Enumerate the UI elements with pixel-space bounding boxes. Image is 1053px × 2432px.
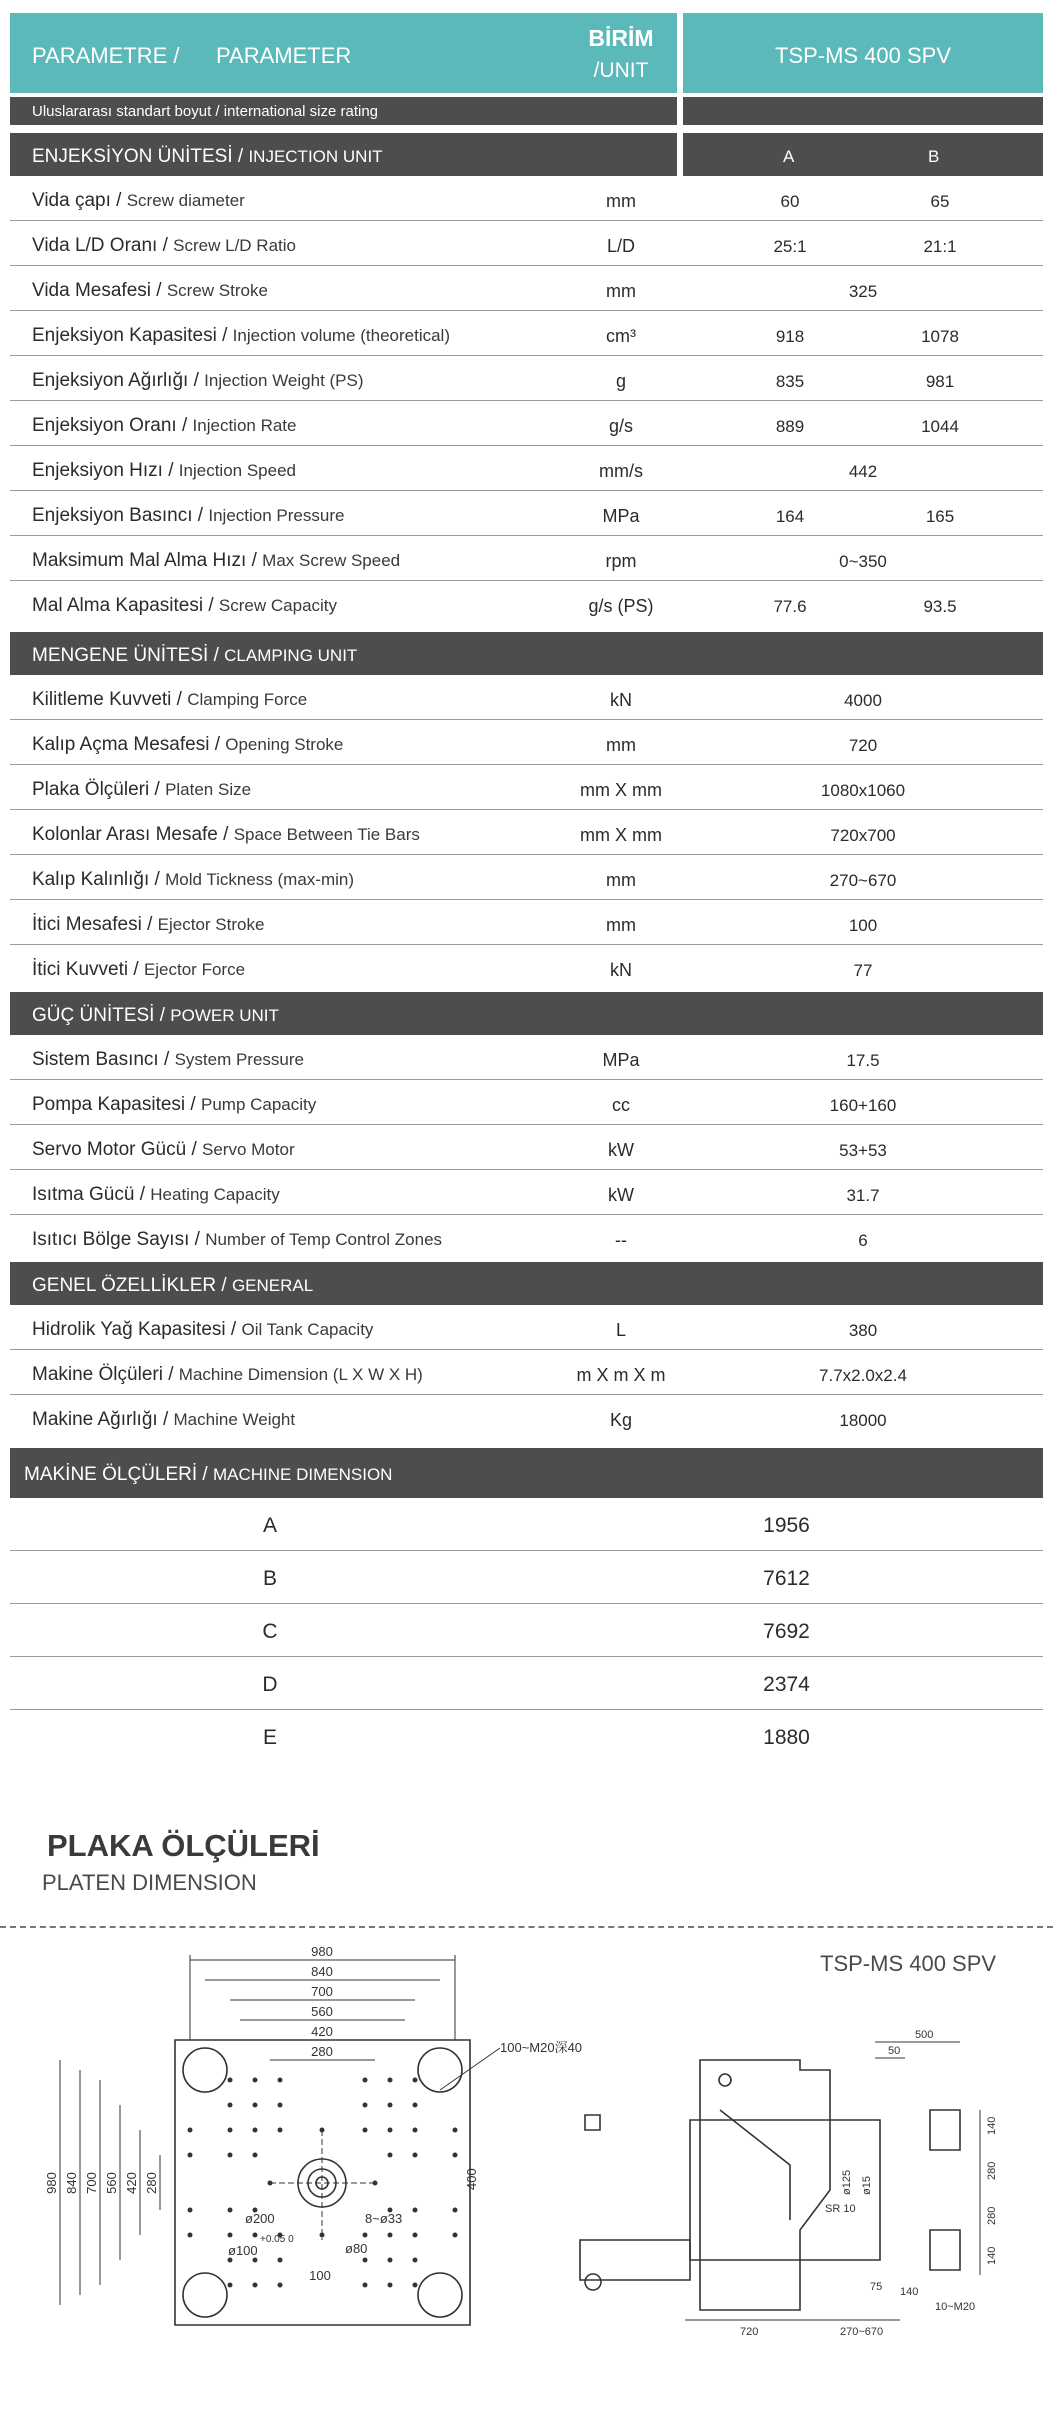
table-row: [10, 765, 1043, 810]
svg-text:420: 420: [124, 2172, 139, 2194]
side-view: [580, 2060, 960, 2310]
param-label: Kilitleme Kuvveti / Clamping Force: [32, 689, 308, 710]
table-row: [10, 176, 1043, 221]
table-row: [10, 491, 1043, 536]
unit-value: mm: [606, 191, 636, 211]
dashed-divider: [0, 1926, 1053, 1928]
spec-value-b: 1044: [921, 417, 959, 436]
power-rows: [10, 1035, 1043, 1260]
platen-subtitle: PLATEN DIMENSION: [42, 1870, 257, 1895]
unit-value: mm: [606, 915, 636, 935]
section-power-header: [10, 992, 1043, 1035]
table-row: [10, 1080, 1043, 1125]
param-label: Makine Ölçüleri / Machine Dimension (L X W X H): [32, 1364, 423, 1385]
spec-value-a: 25:1: [773, 237, 807, 256]
section-title: GÜÇ ÜNİTESİ / POWER UNIT: [32, 1005, 279, 1026]
spec-value: 17.5: [846, 1051, 880, 1070]
front-left-labels: [44, 2172, 159, 2194]
table-row: [10, 221, 1043, 266]
general-rows: [10, 1305, 1043, 1440]
machine-dim-rows: [10, 1498, 1043, 1763]
spec-value: 18000: [839, 1411, 887, 1430]
spec-value: 380: [848, 1321, 878, 1340]
unit-value: g/s: [608, 416, 633, 436]
spec-value-b: 93.5: [923, 597, 957, 616]
dimension-value: 2374: [763, 1673, 810, 1696]
section-title: MENGENE ÜNİTESİ / CLAMPING UNIT: [32, 645, 358, 666]
dimension-key: A: [262, 1514, 277, 1537]
header-param-tr: PARAMETRE /: [32, 43, 180, 68]
svg-text:280: 280: [986, 2161, 998, 2180]
table-row: [10, 675, 1043, 720]
front-top-labels: [311, 1944, 333, 2059]
unit-value: cm³: [606, 326, 636, 346]
param-label: Makine Ağırlığı / Machine Weight: [32, 1409, 296, 1430]
dimension-row: [10, 1551, 1043, 1604]
spec-value-b: 65: [930, 192, 950, 211]
svg-text:ø200: ø200: [245, 2211, 275, 2226]
dimension-row: [10, 1498, 1043, 1551]
table-row: [10, 1170, 1043, 1215]
table-row: [10, 855, 1043, 900]
svg-text:420: 420: [311, 2024, 333, 2039]
table-row: [10, 1350, 1043, 1395]
svg-text:840: 840: [64, 2172, 79, 2194]
spec-value: 325: [848, 282, 878, 301]
param-label: Hidrolik Yağ Kapasitesi / Oil Tank Capacity: [32, 1319, 374, 1340]
svg-text:+0.05 0: +0.05 0: [260, 2234, 294, 2245]
svg-text:280: 280: [986, 2206, 998, 2225]
dimension-value: 1880: [763, 1726, 810, 1749]
section-machine-dim-header: [10, 1448, 1043, 1498]
svg-text:560: 560: [104, 2172, 119, 2194]
param-label: İtici Mesafesi / Ejector Stroke: [32, 914, 265, 935]
unit-value: L/D: [606, 236, 635, 256]
svg-text:SR 10: SR 10: [825, 2203, 856, 2215]
param-label: Enjeksiyon Kapasitesi / Injection volume (theoretical): [32, 325, 450, 346]
spec-value: 31.7: [846, 1186, 880, 1205]
platen-title: PLAKA ÖLÇÜLERİ: [47, 1828, 320, 1863]
param-label: Vida L/D Oranı / Screw L/D Ratio: [32, 235, 296, 256]
front-misc-labels: [228, 2040, 582, 2283]
header-right-band: [683, 13, 1043, 93]
param-label: Plaka Ölçüleri / Platen Size: [32, 779, 252, 800]
spec-value-a: 889: [775, 417, 805, 436]
param-label: Enjeksiyon Basıncı / Injection Pressure: [32, 505, 345, 526]
svg-text:ø125: ø125: [841, 2169, 853, 2195]
table-header: [10, 13, 1043, 93]
unit-value: mm: [606, 281, 636, 301]
dimension-value: 7612: [763, 1567, 810, 1590]
spec-value: 4000: [844, 691, 882, 710]
spec-value: 720x700: [830, 826, 896, 845]
param-label: Mal Alma Kapasitesi / Screw Capacity: [32, 595, 338, 616]
param-label: Enjeksiyon Ağırlığı / Injection Weight (PS): [32, 370, 364, 391]
table-row: [10, 810, 1043, 855]
unit-value: rpm: [605, 551, 637, 571]
unit-value: MPa: [602, 1050, 640, 1070]
intl-rating-label: Uluslararası standart boyut / international size rating: [10, 97, 677, 125]
svg-text:400: 400: [464, 2168, 479, 2190]
unit-value: kN: [610, 960, 632, 980]
unit-value: kN: [610, 690, 632, 710]
svg-text:560: 560: [311, 2004, 333, 2019]
table-row: [10, 720, 1043, 765]
param-label: Enjeksiyon Hızı / Injection Speed: [32, 460, 296, 481]
spec-value: 270~670: [829, 871, 897, 890]
section-general-header: [10, 1262, 1043, 1305]
spec-sheet: [10, 13, 1043, 1763]
svg-text:75: 75: [870, 2281, 883, 2293]
header-left-band: [10, 13, 677, 93]
svg-text:720: 720: [740, 2326, 759, 2338]
spec-value-a: 835: [775, 372, 805, 391]
side-view-labels: [740, 2029, 998, 2338]
spec-value: 442: [848, 462, 878, 481]
unit-value: mm: [606, 735, 636, 755]
table-row: [10, 1125, 1043, 1170]
table-row: [10, 1395, 1043, 1440]
unit-value: --: [615, 1230, 627, 1250]
unit-value: mm: [606, 870, 636, 890]
spec-value-a: 77.6: [773, 597, 807, 616]
svg-text:270~670: 270~670: [840, 2326, 884, 2338]
svg-text:500: 500: [915, 2029, 934, 2041]
table-row: [10, 945, 1043, 990]
svg-text:ø100: ø100: [228, 2243, 258, 2258]
section-title: MAKİNE ÖLÇÜLERİ / MACHINE DIMENSION: [24, 1464, 393, 1485]
unit-value: g/s (PS): [588, 596, 654, 616]
unit-value: kW: [608, 1185, 634, 1205]
header-unit-en: /UNIT: [593, 59, 649, 82]
dimension-row: [10, 1604, 1043, 1657]
spec-value: 7.7x2.0x2.4: [819, 1366, 907, 1385]
column-a-label: A: [783, 147, 795, 166]
unit-value: Kg: [609, 1410, 633, 1430]
spec-value: 0~350: [839, 552, 887, 571]
spec-value-a: 918: [775, 327, 805, 346]
param-label: Kalıp Açma Mesafesi / Opening Stroke: [32, 734, 344, 755]
dimension-key: C: [262, 1620, 278, 1643]
table-row: [10, 1215, 1043, 1260]
svg-text:980: 980: [311, 1944, 333, 1959]
svg-text:140: 140: [986, 2246, 998, 2265]
injection-rows: [10, 176, 1043, 626]
unit-value: MPa: [602, 506, 640, 526]
column-b-label: B: [928, 147, 940, 166]
dimension-value: 1956: [763, 1514, 810, 1537]
spec-value: 1080x1060: [820, 781, 906, 800]
spec-value-b: 981: [925, 372, 955, 391]
table-row: [10, 581, 1043, 626]
svg-text:8~ø33: 8~ø33: [365, 2211, 403, 2226]
table-row: [10, 266, 1043, 311]
svg-text:100~M20深40: 100~M20深40: [500, 2040, 583, 2055]
svg-text:700: 700: [311, 1984, 333, 1999]
param-label: Sistem Basıncı / System Pressure: [32, 1049, 304, 1070]
spec-value-a: 164: [775, 507, 805, 526]
svg-text:140: 140: [986, 2116, 998, 2135]
table-row: [10, 1305, 1043, 1350]
dimension-key: B: [262, 1567, 277, 1590]
svg-text:ø80: ø80: [345, 2241, 368, 2256]
param-label: Vida çapı / Screw diameter: [32, 190, 245, 211]
svg-text:280: 280: [144, 2172, 159, 2194]
table-row: [10, 356, 1043, 401]
spec-value: 100: [848, 916, 878, 935]
unit-value: mm/s: [599, 461, 643, 481]
table-row: [10, 1035, 1043, 1080]
drawing-model-label: TSP-MS 400 SPV: [820, 1951, 997, 1976]
spec-value-b: 165: [925, 507, 955, 526]
param-label: Enjeksiyon Oranı / Injection Rate: [32, 415, 297, 436]
param-label: Pompa Kapasitesi / Pump Capacity: [32, 1094, 317, 1115]
unit-value: cc: [612, 1095, 630, 1115]
param-label: Maksimum Mal Alma Hızı / Max Screw Speed: [32, 550, 401, 571]
table-row: [10, 401, 1043, 446]
spec-value: 53+53: [839, 1141, 887, 1160]
svg-text:ø15: ø15: [861, 2176, 873, 2195]
spec-value: 160+160: [829, 1096, 897, 1115]
section-injection-header: [10, 133, 1043, 176]
section-title: GENEL ÖZELLİKLER / GENERAL: [32, 1275, 314, 1296]
clamping-rows: [10, 675, 1043, 990]
param-label: Isıtma Gücü / Heating Capacity: [32, 1184, 280, 1205]
svg-text:10~M20: 10~M20: [935, 2301, 976, 2313]
param-label: Isıtıcı Bölge Sayısı / Number of Temp Control Zones: [32, 1229, 443, 1250]
dimension-key: E: [262, 1726, 277, 1749]
param-label: Kolonlar Arası Mesafe / Space Between Tie Bars: [32, 824, 420, 845]
spec-value: 6: [858, 1231, 868, 1250]
spec-value-a: 60: [780, 192, 800, 211]
table-row: [10, 311, 1043, 356]
svg-text:280: 280: [311, 2044, 333, 2059]
unit-value: g: [615, 371, 626, 391]
table-row: [10, 536, 1043, 581]
spec-value: 720: [848, 736, 878, 755]
intl-rating-bar: [10, 97, 1043, 125]
param-label: İtici Kuvveti / Ejector Force: [32, 959, 246, 980]
param-label: Servo Motor Gücü / Servo Motor: [32, 1139, 295, 1160]
svg-text:700: 700: [84, 2172, 99, 2194]
dimension-row: [10, 1657, 1043, 1710]
spec-value: 77: [853, 961, 873, 980]
dimension-key: D: [262, 1673, 278, 1696]
param-label: Kalıp Kalınlığı / Mold Tickness (max-min): [32, 869, 354, 890]
dimension-value: 7692: [763, 1620, 810, 1643]
header-param-en: PARAMETER: [216, 43, 352, 68]
platen-drawing: [0, 1930, 1053, 2350]
spec-value-b: 1078: [921, 327, 959, 346]
section-clamping-header: [10, 632, 1043, 675]
unit-value: kW: [608, 1140, 634, 1160]
unit-value: m X m X m: [576, 1365, 666, 1385]
unit-value: mm X mm: [580, 825, 662, 845]
unit-value: L: [615, 1320, 626, 1340]
section-title: ENJEKSİYON ÜNİTESİ / INJECTION UNIT: [32, 146, 383, 167]
svg-text:980: 980: [44, 2172, 59, 2194]
svg-text:140: 140: [900, 2286, 919, 2298]
svg-text:50: 50: [888, 2045, 901, 2057]
spec-value-b: 21:1: [923, 237, 957, 256]
header-unit-tr: BİRİM: [588, 25, 654, 51]
svg-text:100: 100: [309, 2268, 331, 2283]
dimension-row: [10, 1710, 1043, 1763]
param-label: Vida Mesafesi / Screw Stroke: [32, 280, 268, 301]
table-row: [10, 446, 1043, 491]
unit-value: mm X mm: [580, 780, 662, 800]
table-row: [10, 900, 1043, 945]
header-model: TSP-MS 400 SPV: [774, 43, 952, 68]
svg-text:840: 840: [311, 1964, 333, 1979]
